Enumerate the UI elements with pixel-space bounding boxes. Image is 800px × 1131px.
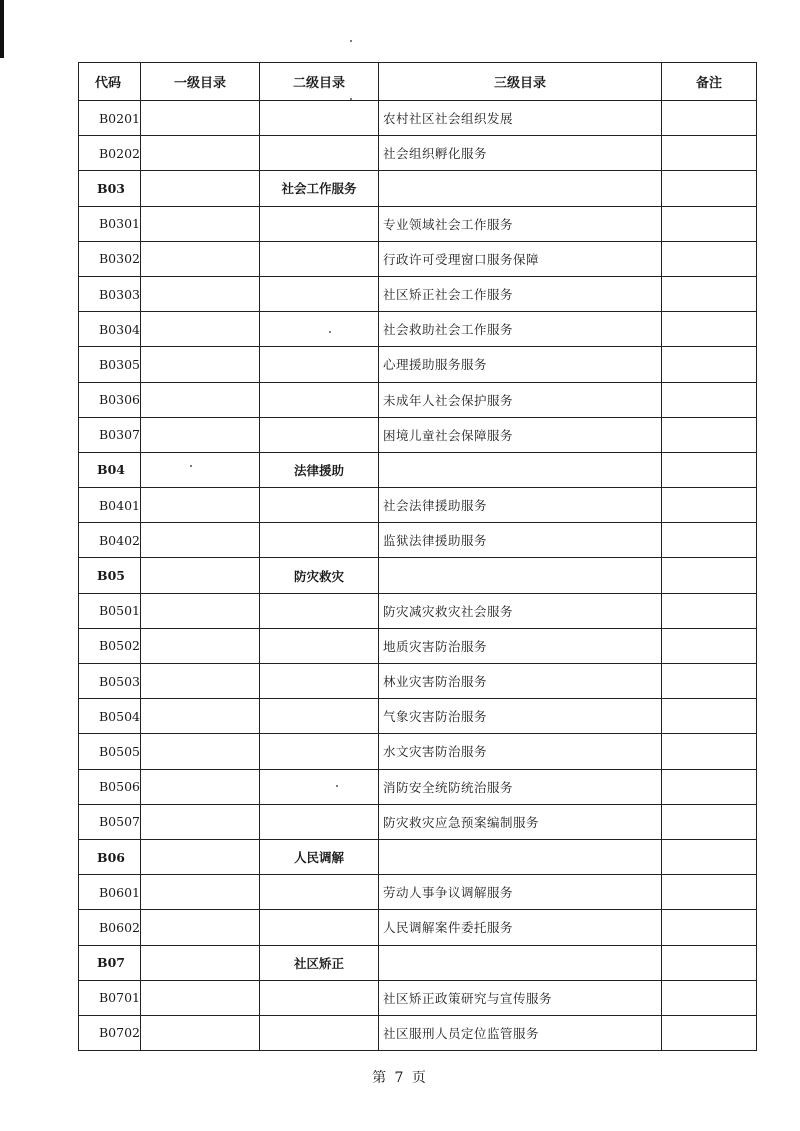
- cell-level3: 心理援助服务服务: [379, 347, 662, 382]
- cell-level2: [260, 664, 379, 699]
- cell-code: B0701: [79, 980, 141, 1015]
- cell-code: B0401: [79, 488, 141, 523]
- cell-code: B0505: [79, 734, 141, 769]
- catalog-table: [78, 62, 757, 1051]
- cell-level1: [141, 769, 260, 804]
- table-row: [79, 171, 757, 206]
- cell-level3: 社区矫正社会工作服务: [379, 276, 662, 311]
- cell-code: B0602: [79, 910, 141, 945]
- cell-level2: [260, 276, 379, 311]
- scan-speck: [336, 785, 338, 787]
- table-row: [79, 980, 757, 1015]
- scan-speck: [350, 98, 352, 100]
- table-row: [79, 241, 757, 276]
- cell-code: B0306: [79, 382, 141, 417]
- cell-level3: 水文灾害防治服务: [379, 734, 662, 769]
- cell-note: [662, 875, 757, 910]
- cell-level1: [141, 488, 260, 523]
- cell-level1: [141, 452, 260, 487]
- cell-level3: 气象灾害防治服务: [379, 699, 662, 734]
- cell-code: B0702: [79, 1015, 141, 1050]
- cell-note: [662, 769, 757, 804]
- cell-level3: 困境儿童社会保障服务: [379, 417, 662, 452]
- cell-level1: [141, 593, 260, 628]
- cell-note: [662, 488, 757, 523]
- cell-level2: [260, 980, 379, 1015]
- table-row: [79, 452, 757, 487]
- cell-level3: 社区矫正政策研究与宣传服务: [379, 980, 662, 1015]
- table-row: [79, 101, 757, 136]
- cell-level2: [260, 136, 379, 171]
- cell-note: [662, 1015, 757, 1050]
- cell-code: B04: [79, 452, 141, 487]
- cell-level3: 行政许可受理窗口服务保障: [379, 241, 662, 276]
- cell-level1: [141, 699, 260, 734]
- header-level3: 三级目录: [379, 63, 662, 101]
- table-row: [79, 276, 757, 311]
- cell-level2: 防灾救灾: [260, 558, 379, 593]
- cell-level3: 专业领域社会工作服务: [379, 206, 662, 241]
- cell-level3: 农村社区社会组织发展: [379, 101, 662, 136]
- cell-note: [662, 593, 757, 628]
- cell-level3: 消防安全统防统治服务: [379, 769, 662, 804]
- cell-code: B0201: [79, 101, 141, 136]
- cell-level3: 人民调解案件委托服务: [379, 910, 662, 945]
- table-row: [79, 206, 757, 241]
- cell-level1: [141, 136, 260, 171]
- cell-level2: [260, 769, 379, 804]
- cell-level3: 防灾减灾救灾社会服务: [379, 593, 662, 628]
- table-row: [79, 382, 757, 417]
- cell-level3: [379, 839, 662, 874]
- cell-level2: [260, 417, 379, 452]
- cell-level1: [141, 875, 260, 910]
- cell-level3: 防灾救灾应急预案编制服务: [379, 804, 662, 839]
- cell-level1: [141, 417, 260, 452]
- cell-level3: 社会救助社会工作服务: [379, 312, 662, 347]
- cell-code: B06: [79, 839, 141, 874]
- cell-level1: [141, 628, 260, 663]
- cell-level1: [141, 312, 260, 347]
- cell-code: B0307: [79, 417, 141, 452]
- cell-level1: [141, 804, 260, 839]
- cell-note: [662, 101, 757, 136]
- cell-code: B03: [79, 171, 141, 206]
- cell-note: [662, 628, 757, 663]
- cell-level3: [379, 452, 662, 487]
- table-row: [79, 910, 757, 945]
- cell-code: B0506: [79, 769, 141, 804]
- cell-level2: [260, 910, 379, 945]
- cell-level2: [260, 382, 379, 417]
- cell-level1: [141, 980, 260, 1015]
- cell-level1: [141, 839, 260, 874]
- page-number: 第 7 页: [372, 1070, 428, 1086]
- cell-level3: [379, 171, 662, 206]
- cell-code: B0305: [79, 347, 141, 382]
- cell-code: B0304: [79, 312, 141, 347]
- table-row: [79, 699, 757, 734]
- header-code: 代码: [79, 63, 141, 101]
- table-row: [79, 1015, 757, 1050]
- table-row: [79, 628, 757, 663]
- table-row: [79, 945, 757, 980]
- cell-level2: [260, 241, 379, 276]
- table-row: [79, 417, 757, 452]
- cell-code: B07: [79, 945, 141, 980]
- cell-level2: [260, 804, 379, 839]
- cell-note: [662, 312, 757, 347]
- cell-level3: 监狱法律援助服务: [379, 523, 662, 558]
- table-row: [79, 136, 757, 171]
- cell-code: B0504: [79, 699, 141, 734]
- cell-level1: [141, 558, 260, 593]
- cell-level2: [260, 488, 379, 523]
- cell-level2: [260, 312, 379, 347]
- cell-level1: [141, 382, 260, 417]
- cell-note: [662, 382, 757, 417]
- cell-level3: 林业灾害防治服务: [379, 664, 662, 699]
- cell-note: [662, 664, 757, 699]
- table-header-row: [79, 63, 757, 101]
- table-row: [79, 839, 757, 874]
- cell-level3: 地质灾害防治服务: [379, 628, 662, 663]
- cell-level1: [141, 347, 260, 382]
- table-row: [79, 523, 757, 558]
- cell-level1: [141, 276, 260, 311]
- cell-code: B0301: [79, 206, 141, 241]
- scan-speck: [329, 331, 331, 333]
- cell-level2: 社会工作服务: [260, 171, 379, 206]
- table-row: [79, 312, 757, 347]
- cell-note: [662, 417, 757, 452]
- cell-note: [662, 347, 757, 382]
- cell-level2: [260, 734, 379, 769]
- cell-level3: 社区服刑人员定位监管服务: [379, 1015, 662, 1050]
- cell-note: [662, 171, 757, 206]
- cell-code: B0601: [79, 875, 141, 910]
- cell-code: B0202: [79, 136, 141, 171]
- cell-code: B0502: [79, 628, 141, 663]
- cell-level3: 未成年人社会保护服务: [379, 382, 662, 417]
- cell-note: [662, 558, 757, 593]
- cell-level2: [260, 101, 379, 136]
- cell-code: B0402: [79, 523, 141, 558]
- scan-edge-mark: [0, 0, 4, 58]
- header-level1: 一级目录: [141, 63, 260, 101]
- cell-level3: 社会组织孵化服务: [379, 136, 662, 171]
- cell-level2: 法律援助: [260, 452, 379, 487]
- header-note: 备注: [662, 63, 757, 101]
- cell-level2: [260, 206, 379, 241]
- cell-level1: [141, 734, 260, 769]
- cell-level1: [141, 241, 260, 276]
- cell-level2: [260, 699, 379, 734]
- cell-note: [662, 980, 757, 1015]
- cell-level1: [141, 1015, 260, 1050]
- table-row: [79, 558, 757, 593]
- cell-code: B0507: [79, 804, 141, 839]
- scan-speck: [190, 465, 192, 467]
- cell-level1: [141, 206, 260, 241]
- cell-level2: 人民调解: [260, 839, 379, 874]
- cell-level1: [141, 945, 260, 980]
- cell-note: [662, 241, 757, 276]
- scan-speck: [350, 40, 352, 42]
- cell-code: B0503: [79, 664, 141, 699]
- cell-level2: [260, 628, 379, 663]
- cell-code: B0302: [79, 241, 141, 276]
- cell-level2: [260, 1015, 379, 1050]
- cell-note: [662, 699, 757, 734]
- cell-note: [662, 910, 757, 945]
- table-row: [79, 347, 757, 382]
- cell-note: [662, 136, 757, 171]
- table-row: [79, 593, 757, 628]
- cell-level3: 劳动人事争议调解服务: [379, 875, 662, 910]
- cell-note: [662, 804, 757, 839]
- cell-code: B0501: [79, 593, 141, 628]
- cell-level1: [141, 910, 260, 945]
- table-row: [79, 804, 757, 839]
- cell-level2: [260, 875, 379, 910]
- table-row: [79, 769, 757, 804]
- cell-level2: [260, 347, 379, 382]
- cell-level1: [141, 171, 260, 206]
- cell-level2: 社区矫正: [260, 945, 379, 980]
- cell-note: [662, 206, 757, 241]
- cell-level1: [141, 101, 260, 136]
- cell-level1: [141, 664, 260, 699]
- cell-level3: 社会法律援助服务: [379, 488, 662, 523]
- table-row: [79, 734, 757, 769]
- cell-code: B0303: [79, 276, 141, 311]
- cell-level3: [379, 945, 662, 980]
- cell-level3: [379, 558, 662, 593]
- cell-code: B05: [79, 558, 141, 593]
- cell-level1: [141, 523, 260, 558]
- cell-note: [662, 523, 757, 558]
- cell-note: [662, 734, 757, 769]
- cell-note: [662, 839, 757, 874]
- table-row: [79, 664, 757, 699]
- table-row: [79, 875, 757, 910]
- cell-note: [662, 452, 757, 487]
- cell-note: [662, 945, 757, 980]
- cell-level2: [260, 523, 379, 558]
- cell-level2: [260, 593, 379, 628]
- header-level2: 二级目录: [260, 63, 379, 101]
- table-row: [79, 488, 757, 523]
- cell-note: [662, 276, 757, 311]
